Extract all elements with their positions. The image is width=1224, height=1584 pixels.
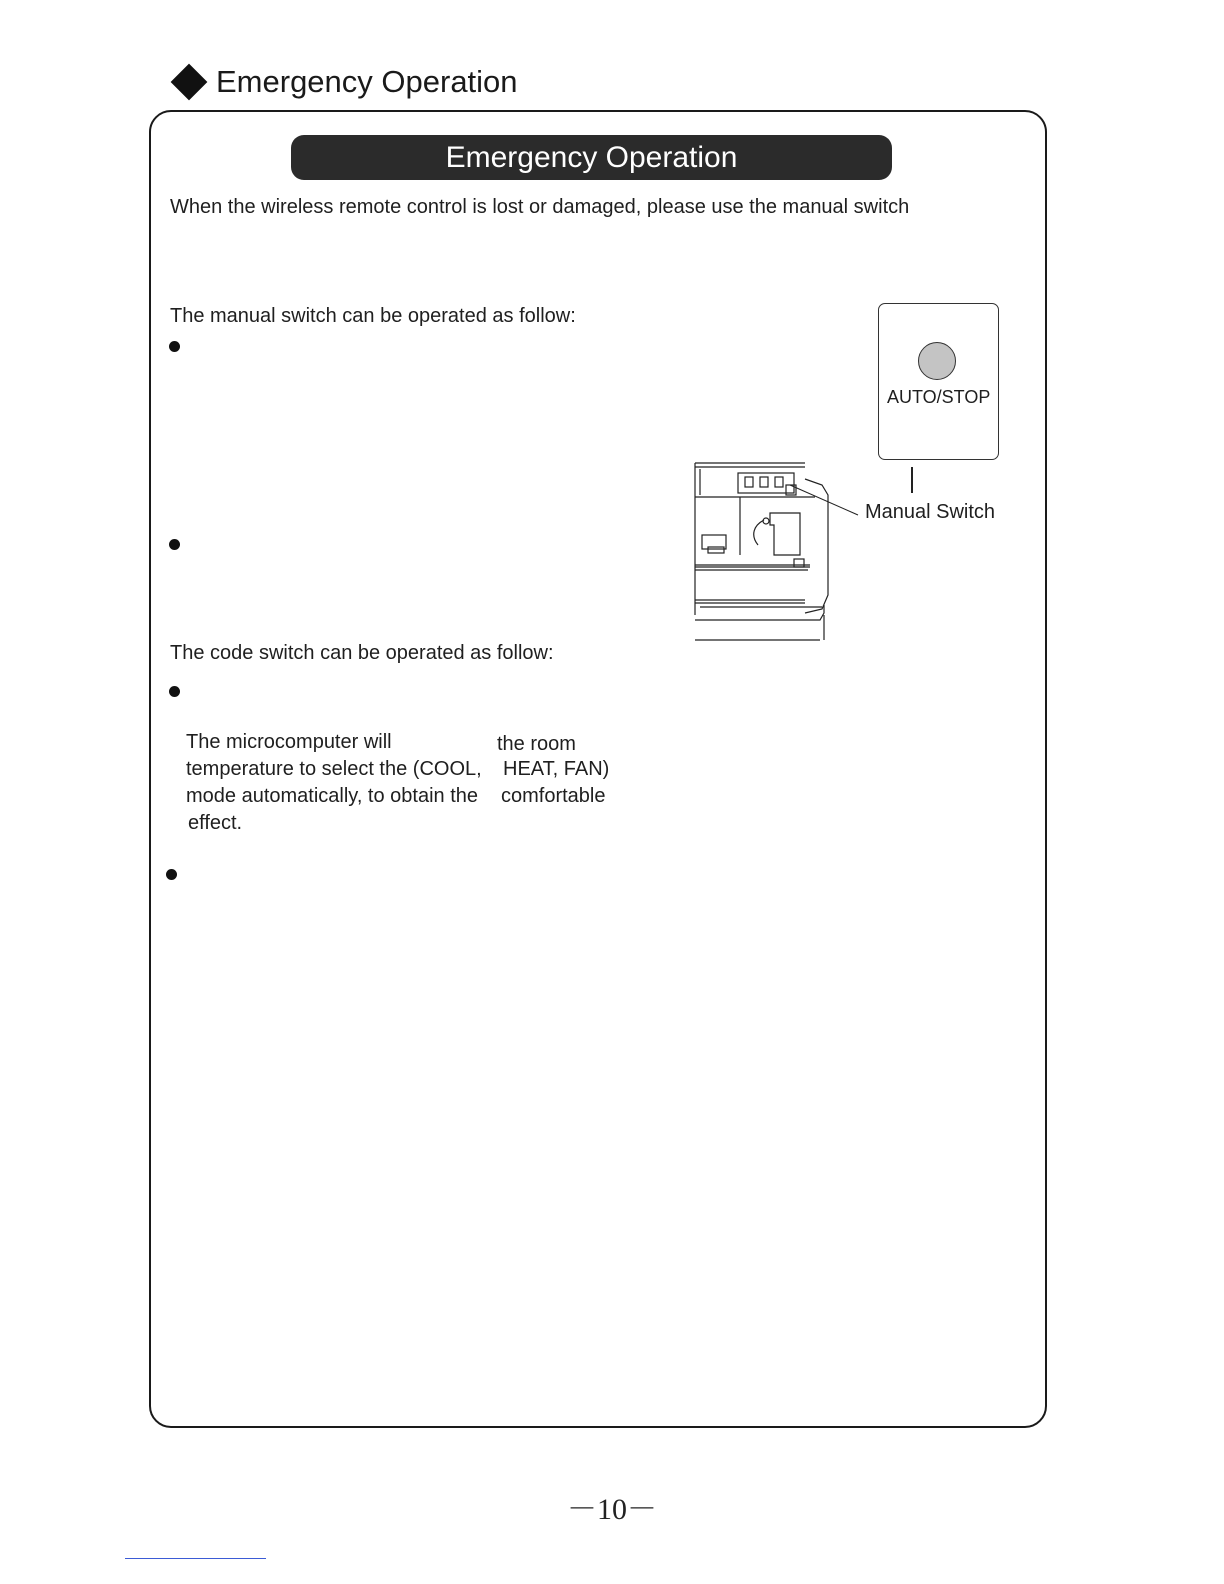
auto-text-line3b: comfortable [501,785,606,807]
auto-stop-button-icon [918,342,956,380]
manual-switch-callout: Manual Switch [865,501,996,523]
switch-pointer-line [911,467,913,493]
page-title: Emergency Operation [216,64,518,99]
auto-text-line3a: mode automatically, to obtain the [186,785,479,807]
footer-rule [125,1558,266,1559]
indoor-unit-diagram-icon [690,455,860,645]
auto-text-line4: effect. [188,812,243,834]
bullet-icon [169,539,180,550]
bullet-icon [169,341,180,352]
bullet-icon [169,686,180,697]
auto-text-line1a: The microcomputer will [186,731,392,753]
page-heading [168,62,518,102]
auto-text-line2a: temperature to select the (COOL, [186,758,482,780]
auto-text-line2b: HEAT, FAN) [503,758,610,780]
intro-text: When the wireless remote control is lost or damaged, please use the manual switch [170,196,910,218]
section-banner: Emergency Operation [291,135,892,180]
auto-stop-label: AUTO/STOP [887,387,991,407]
manual-switch-heading: The manual switch can be operated as follow: [170,305,576,327]
diamond-bullet-icon [171,64,208,101]
page-number: －10－ [567,1493,657,1526]
code-switch-heading: The code switch can be operated as follow: [170,642,554,664]
auto-stop-switch-panel [878,303,999,460]
bullet-icon [166,869,177,880]
auto-text-line1b: the room [497,733,576,755]
